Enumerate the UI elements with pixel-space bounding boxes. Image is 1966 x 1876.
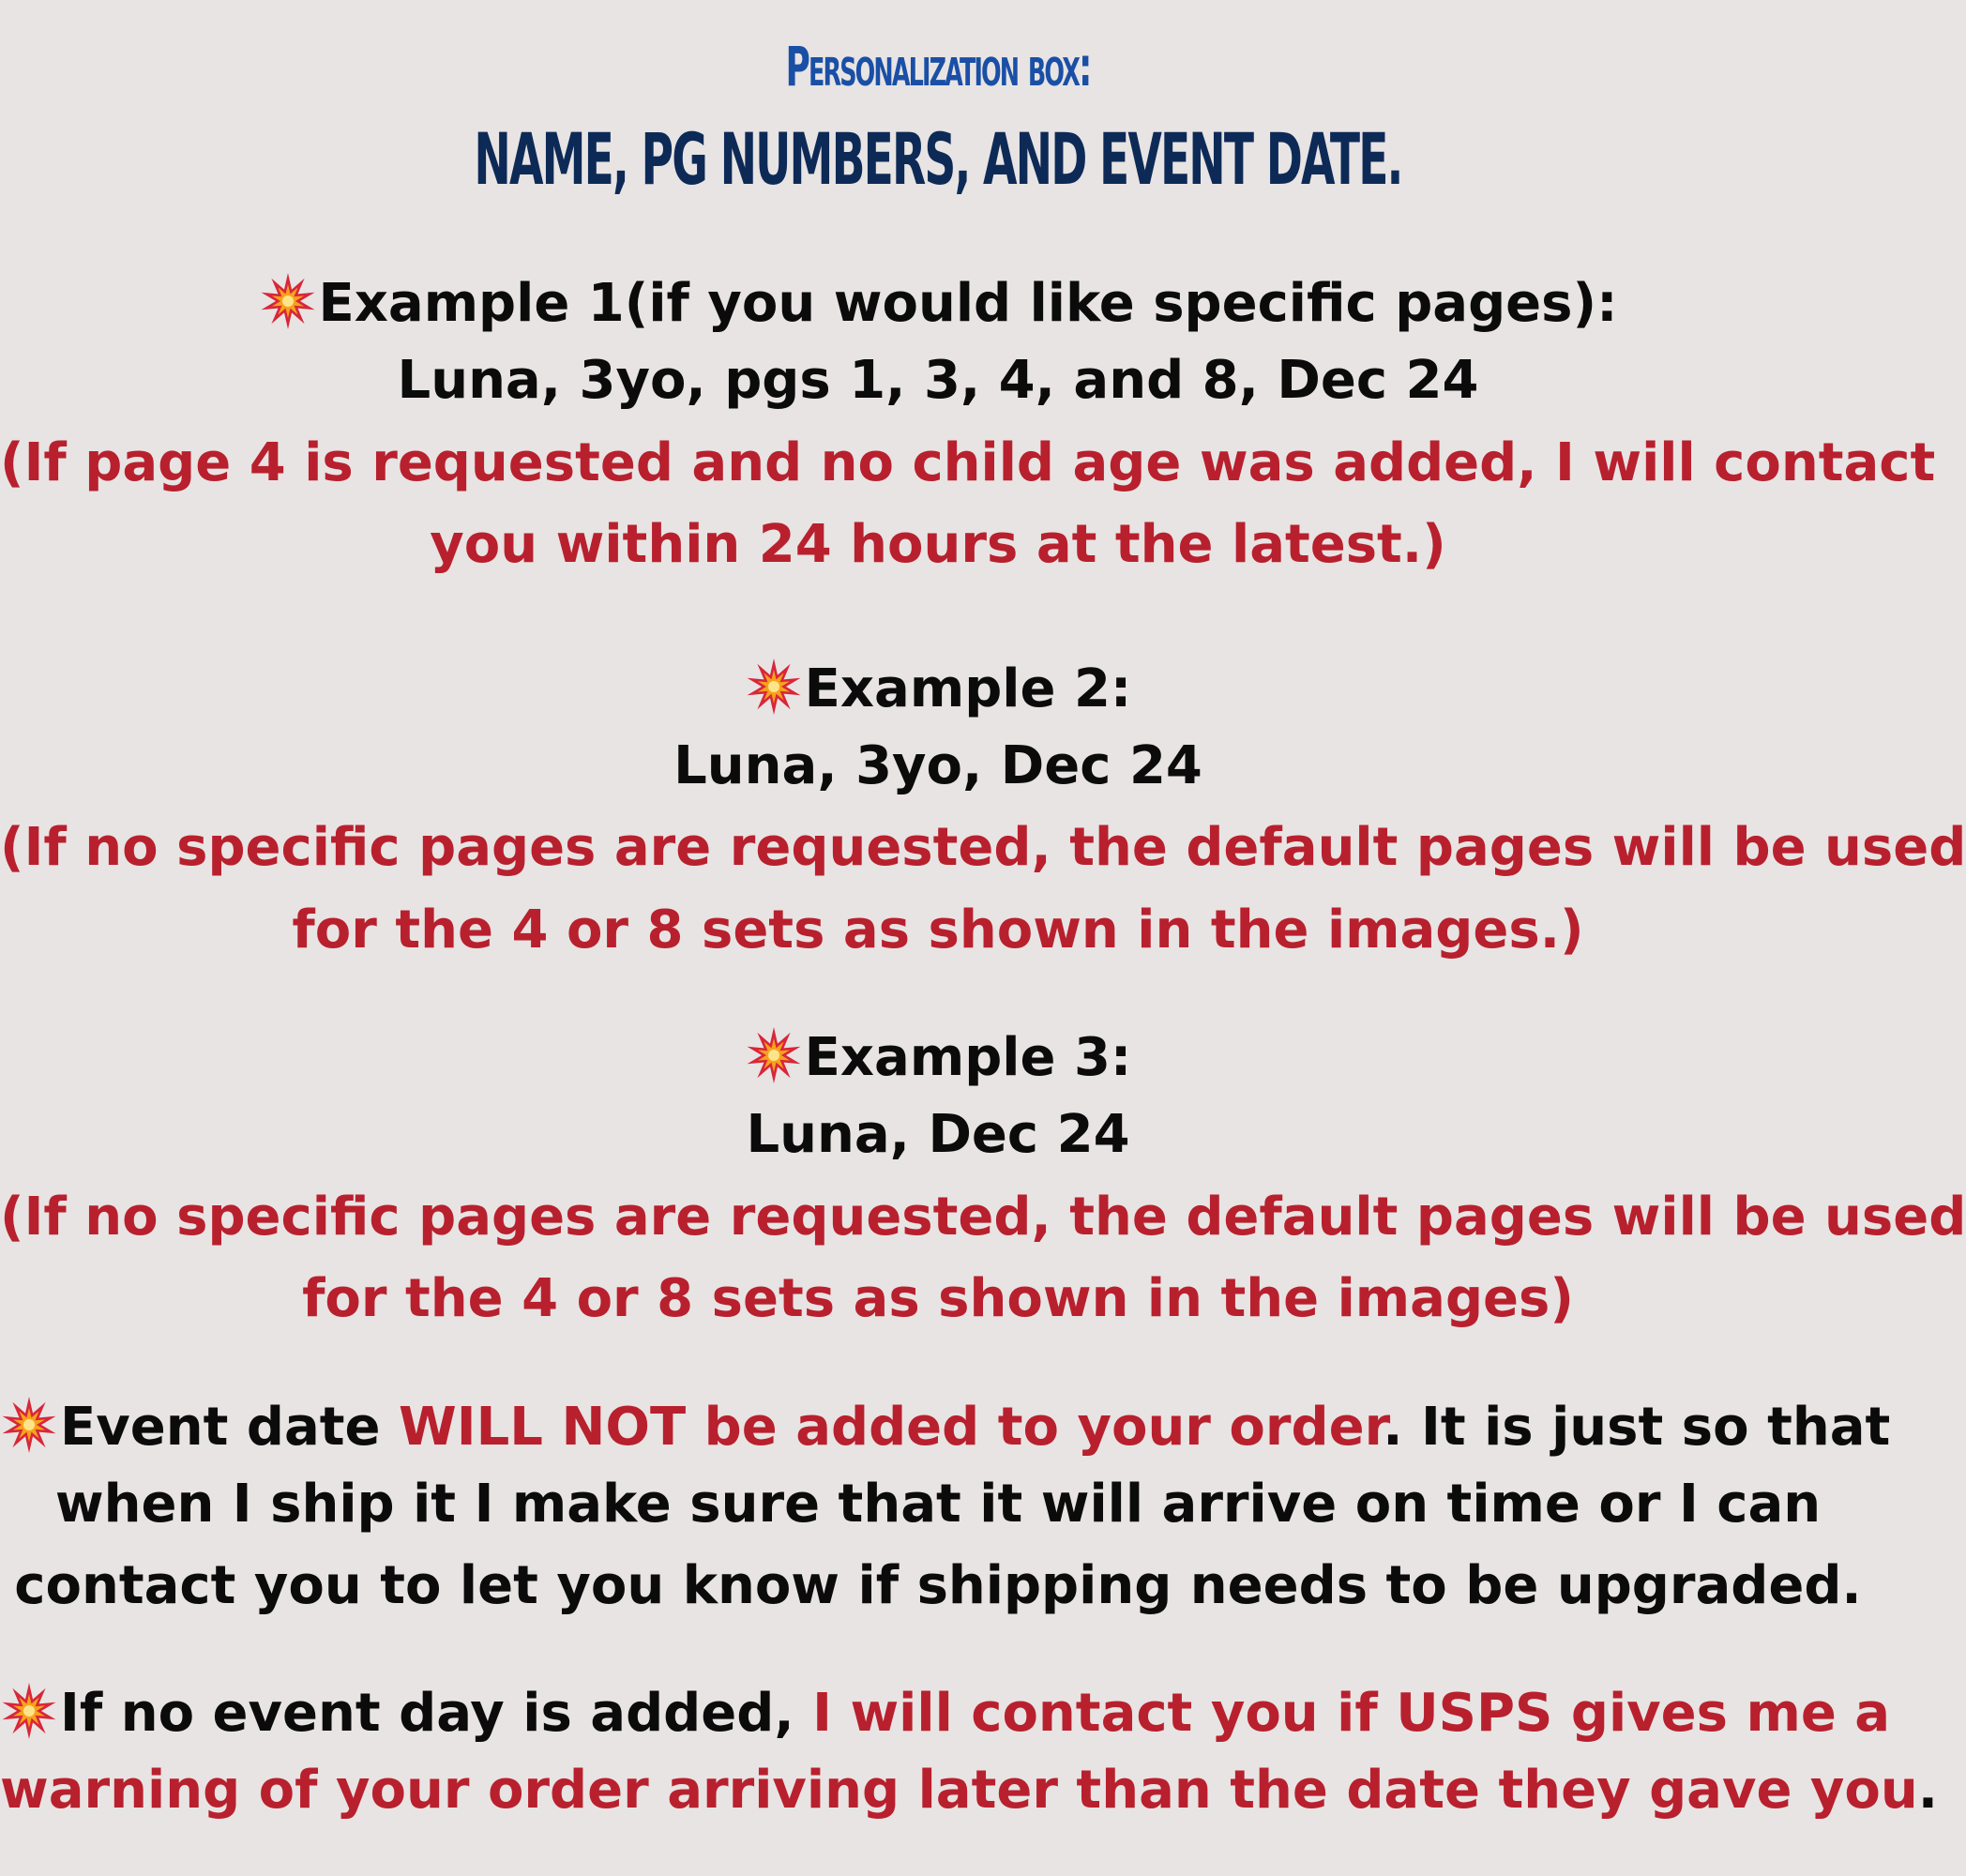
example-2-sample: Luna, 3yo, Dec 24 — [673, 735, 1202, 796]
example-2-label — [0, 658, 1876, 719]
page-subtitle: NAME, PG NUMBERS, AND EVENT DATE. — [474, 117, 1402, 201]
usps-note-line-1 — [0, 1682, 1891, 1744]
usps-note-part-1: If no event day is added, — [60, 1683, 813, 1744]
page-title: Personalization box: — [785, 35, 1091, 98]
event-date-warning: WILL NOT be added to your order — [399, 1397, 1384, 1458]
usps-note-line-2 — [0, 1760, 1939, 1821]
example-1-label-text: Example 1(if you would like specific pages): — [318, 273, 1618, 334]
example-3-note-line-2: for the 4 or 8 sets as shown in the images) — [302, 1268, 1574, 1329]
example-1-note-line-1: (If page 4 is requested and no child age was added, I will contact — [0, 432, 1936, 493]
collision-burst-icon — [745, 1026, 803, 1084]
example-1-sample: Luna, 3yo, pgs 1, 3, 4, and 8, Dec 24 — [397, 350, 1479, 411]
example-2-label-text: Example 2: — [804, 658, 1132, 719]
usps-note-warning-cont: warning of your order arriving later than the date they gave you — [0, 1760, 1918, 1821]
example-1-note-line-2: you within 24 hours at the latest.) — [430, 514, 1446, 575]
event-date-note-part-3: . It is just so that — [1383, 1397, 1891, 1458]
example-3-note-line-1: (If no specific pages are requested, the default pages will be used — [0, 1187, 1966, 1248]
collision-burst-icon — [259, 272, 317, 330]
example-3-label — [0, 1026, 1876, 1088]
collision-burst-icon — [0, 1682, 58, 1740]
example-3-label-text: Example 3: — [804, 1027, 1132, 1088]
example-1-label — [0, 272, 1876, 334]
collision-burst-icon — [745, 658, 803, 716]
example-2-note-line-1: (If no specific pages are requested, the default pages will be used — [0, 817, 1966, 878]
example-3-sample: Luna, Dec 24 — [746, 1104, 1130, 1165]
usps-note-warning: I will contact you if USPS gives me a — [812, 1683, 1891, 1744]
collision-burst-icon — [0, 1396, 58, 1454]
event-date-note-line-2: when I ship it I make sure that it will arrive on time or I can — [54, 1474, 1822, 1535]
event-date-note-part-1: Event date — [60, 1397, 399, 1458]
event-date-note-line-1 — [0, 1396, 1891, 1458]
event-date-note-line-3: contact you to let you know if shipping needs to be upgraded. — [14, 1555, 1862, 1616]
example-2-note-line-2: for the 4 or 8 sets as shown in the images.) — [292, 900, 1584, 961]
usps-note-period: . — [1917, 1760, 1939, 1821]
